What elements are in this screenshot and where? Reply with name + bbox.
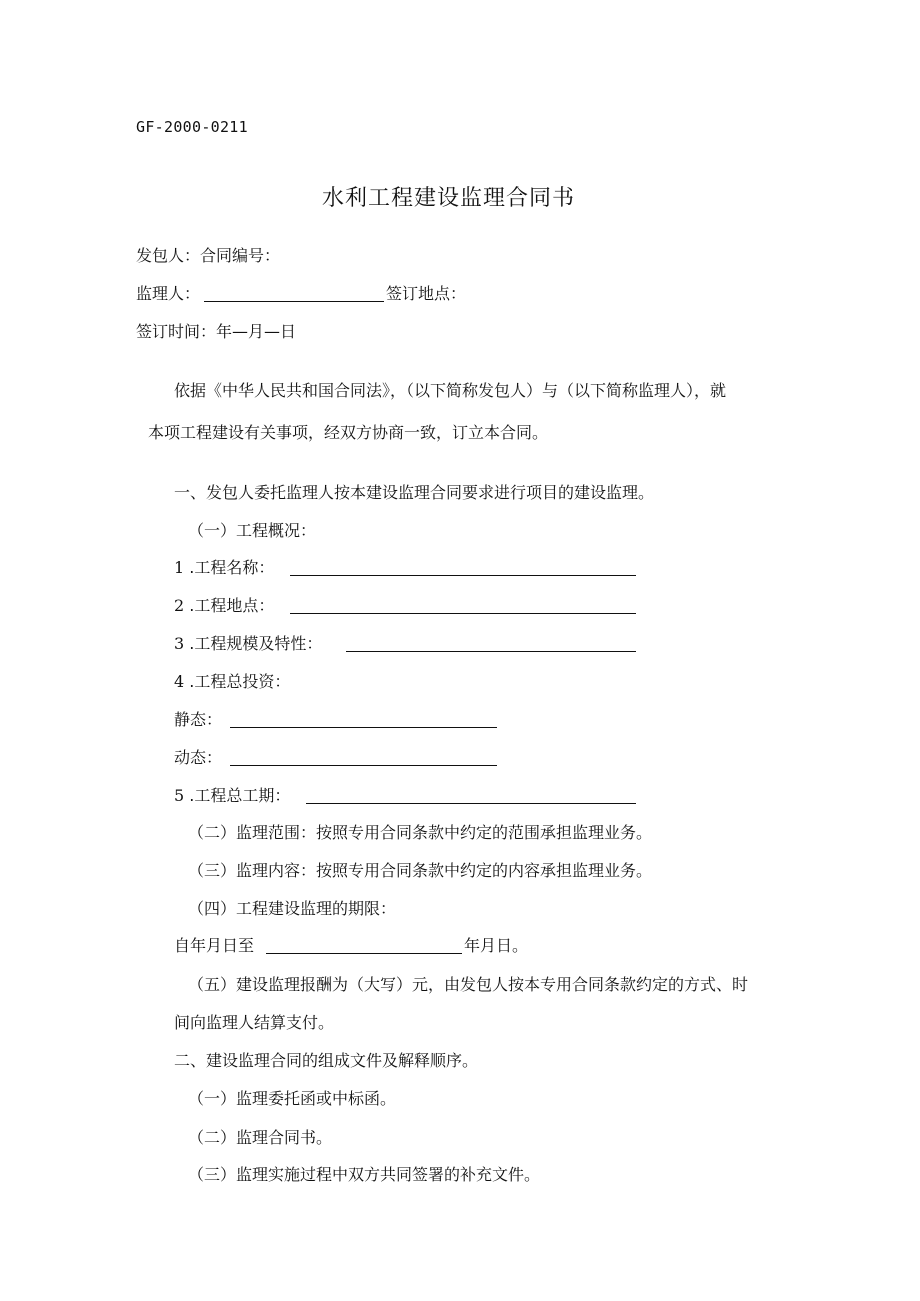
- section-1-sub-2: （二）监理范围：按照专用合同条款中约定的范围承担监理业务。: [188, 823, 653, 842]
- section-2-item-3: （三）监理实施过程中双方共同签署的补充文件。: [188, 1165, 541, 1184]
- item-label: .工程名称：: [189, 558, 275, 577]
- dynamic-investment-label: 动态：: [174, 748, 223, 767]
- section-1-sub-4: （四）工程建设监理的期限：: [188, 899, 397, 918]
- intro-line-1: 依据《中华人民共和国合同法》，（以下简称发包人）与（以下简称监理人），就: [174, 381, 727, 400]
- item-label: .工程总工期：: [189, 786, 291, 805]
- project-scale-blank: [346, 651, 636, 652]
- section-2-item-1: （一）监理委托函或中标函。: [188, 1089, 397, 1108]
- item-label: .工程规模及特性：: [189, 634, 323, 653]
- item-total-investment: [174, 671, 290, 693]
- item-label: .工程地点：: [189, 596, 275, 615]
- period-prefix: 自年月日至: [174, 936, 255, 955]
- period-suffix: 年月日。: [464, 936, 529, 955]
- item-project-location: [174, 595, 274, 617]
- section-2-heading: 二、建设监理合同的组成文件及解释顺序。: [174, 1051, 479, 1070]
- item-number: 1: [174, 558, 185, 577]
- project-name-blank: [290, 575, 636, 576]
- period-blank: [266, 953, 462, 954]
- section-1-sub-5-line-1: （五）建设监理报酬为（大写）元，由发包人按本专用合同条款约定的方式、时: [188, 975, 749, 994]
- item-number: 4: [174, 672, 185, 691]
- supervisor-blank: [204, 301, 384, 302]
- section-1-sub-1: （一）工程概况：: [188, 521, 317, 540]
- project-location-blank: [290, 613, 636, 614]
- static-investment-label: 静态：: [174, 710, 223, 729]
- item-total-duration: [174, 785, 290, 807]
- dynamic-investment-blank: [230, 765, 497, 766]
- employer-contract-no-line: 发包人：合同编号：: [136, 246, 281, 265]
- supervisor-label: 监理人：: [136, 284, 201, 303]
- document-code: GF-2000-0211: [136, 118, 248, 136]
- section-1-heading: 一、发包人委托监理人按本建设监理合同要求进行项目的建设监理。: [174, 483, 655, 502]
- section-1-sub-3: （三）监理内容：按照专用合同条款中约定的内容承担监理业务。: [188, 861, 653, 880]
- item-label: .工程总投资：: [189, 672, 291, 691]
- item-number: 3: [174, 634, 185, 653]
- section-2-item-2: （二）监理合同书。: [188, 1128, 333, 1147]
- sign-place-label: 签订地点：: [386, 284, 467, 303]
- total-duration-blank: [306, 803, 636, 804]
- sign-time-line: 签订时间：年—月—日: [136, 322, 297, 341]
- item-project-scale: [174, 633, 322, 655]
- section-1-sub-5-line-2: 间向监理人结算支付。: [174, 1013, 335, 1032]
- intro-line-2: 本项工程建设有关事项，经双方协商一致，订立本合同。: [148, 423, 549, 442]
- static-investment-blank: [230, 727, 497, 728]
- item-number: 5: [174, 786, 185, 805]
- item-project-name: [174, 557, 274, 579]
- item-number: 2: [174, 596, 185, 615]
- page-title: 水利工程建设监理合同书: [322, 186, 576, 211]
